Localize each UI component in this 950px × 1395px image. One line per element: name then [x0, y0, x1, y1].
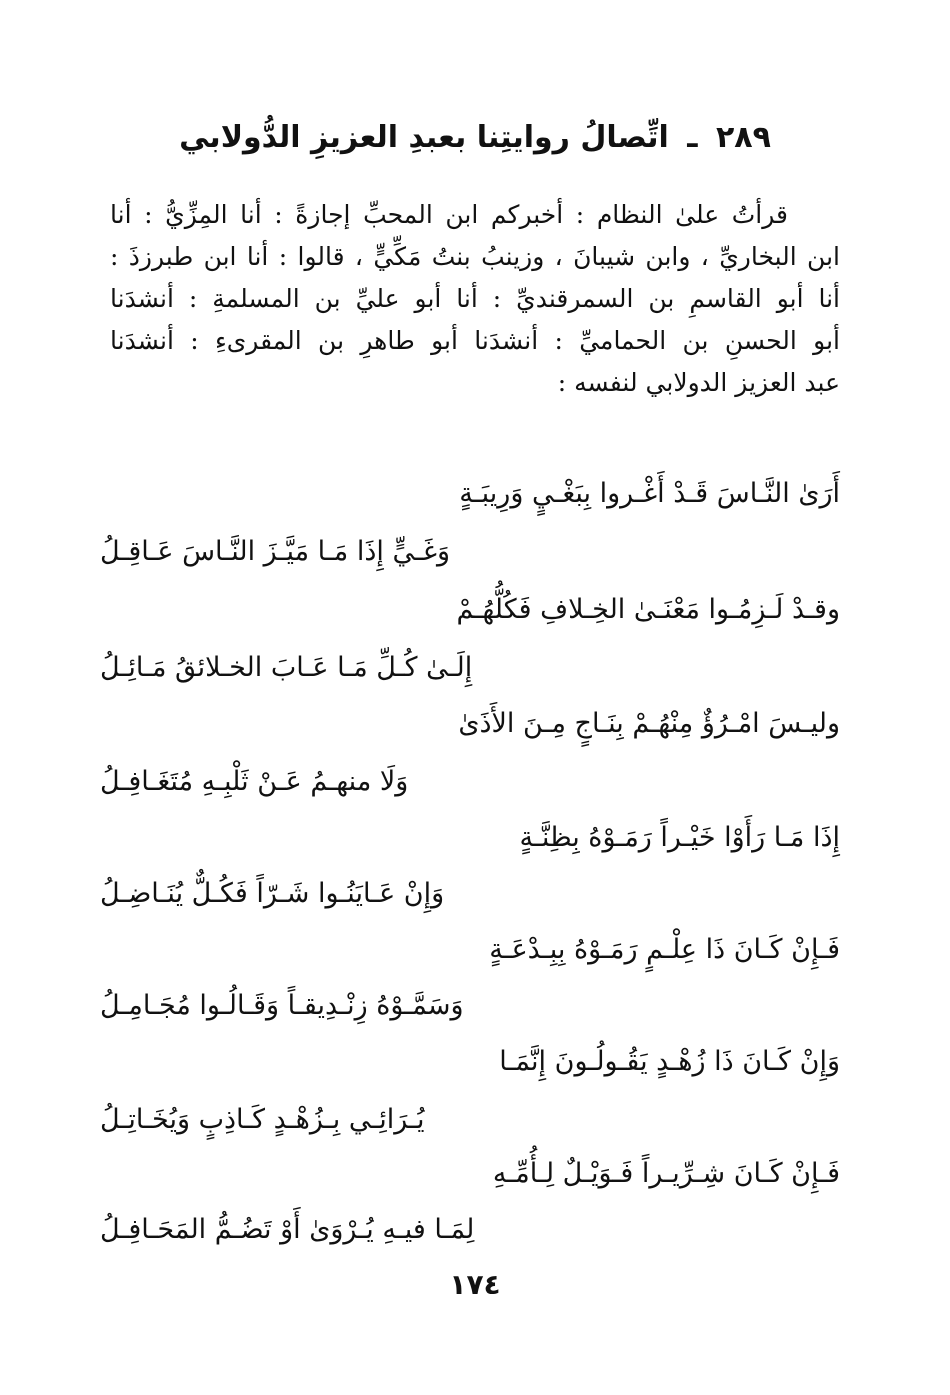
verse-first-hemistich: إِذَا مَـا رَأَوْا خَيْـراً رَمَـوْهُ بِظِنَّـةٍ	[519, 822, 840, 853]
heading-dash: ـ	[687, 120, 698, 155]
section-title: اتِّصالُ روايتِنا بعبدِ العزيزِ الدُّولابي	[179, 120, 669, 155]
verse-second-hemistich: وَإِنْ عَـايَنُـوا شَـرّاً فَكُـلٌّ يُنَـاضِـلُ	[100, 878, 445, 909]
verse-first-hemistich: فَـإِنْ كَـانَ ذَا عِلْـمٍ رَمَـوْهُ بِبِـدْعَـةٍ	[489, 934, 840, 965]
paragraph-line: عبد العزيز الدولابي لنفسه :	[557, 368, 840, 397]
section-heading	[100, 116, 850, 160]
verse-second-hemistich: يُـرَائِـي بِـزُهْـدٍ كَـاذِبٍ وَيُخَـاتِـلُ	[100, 1104, 425, 1135]
verse-second-hemistich: لِمَـا فيـهِ يُـرْوَىٰ أَوْ تَضُـمُّ المَحَـافِـلُ	[100, 1214, 475, 1245]
paragraph-line: قرأتُ علىٰ النظام : أخبركم ابن المحبِّ إجازةً : أنا المِزِّيُّ : أنا	[110, 200, 788, 229]
verse-first-hemistich: أَرَىٰ النَّـاسَ قَـدْ أَغْـروا بِبَغْـيٍ وَرِيبَـةٍ	[459, 478, 840, 509]
verse-second-hemistich: وَلَا منهـمُ عَـنْ ثَلْبِـهِ مُتَغَـافِـلُ	[100, 766, 409, 797]
verse-second-hemistich: إِلَـىٰ كُـلِّ مَـا عَـابَ الخـلائقُ مَـائِـلُ	[100, 652, 473, 683]
verse-first-hemistich: وقـدْ لَـزِمُـوا مَعْنَـىٰ الخِـلافِ فَكُلُّهُـمْ	[456, 594, 840, 625]
verse-second-hemistich: وَسَمَّـوْهُ زِنْـدِيقـاً وَقَـالُـوا مُجَـامِـلُ	[100, 990, 464, 1021]
verse-first-hemistich: فَـإِنْ كَـانَ شِـرِّيـراً فَـوَيْـلٌ لِـأُمِّـهِ	[492, 1158, 840, 1189]
verse-first-hemistich: وَإِنْ كَـانَ ذَا زُهْـدٍ يَقُـولُـونَ إِنَّمَـا	[499, 1046, 840, 1077]
page-number: ١٧٤	[449, 1268, 501, 1301]
verse-first-hemistich: وليـسَ امْـرُؤٌ مِنْهُـمْ بِنَـاجٍ مِـنَ الأَذَىٰ	[458, 708, 840, 739]
verse-second-hemistich: وَغَـيٍّ إِذَا مَـا مَيَّـزَ النَّـاسَ عَـاقِـلُ	[100, 536, 451, 567]
paragraph-line: أنا أبو القاسمِ بن السمرقنديِّ : أنا أبو عليِّ بن المسلمةِ : أنشدَنا	[110, 284, 840, 313]
section-number: ٢٨٩	[715, 120, 771, 155]
paragraph-line: أبو الحسنِ بن الحماميِّ : أنشدَنا أبو طاهرِ بن المقرىءِ : أنشدَنا	[110, 326, 840, 355]
paragraph-line: ابن البخاريِّ ، وابن شيبانَ ، وزينبُ بنتُ مَكِّيٍّ ، قالوا : أنا ابن طبرزذَ :	[110, 242, 840, 271]
chain-of-narration-paragraph	[110, 194, 840, 404]
